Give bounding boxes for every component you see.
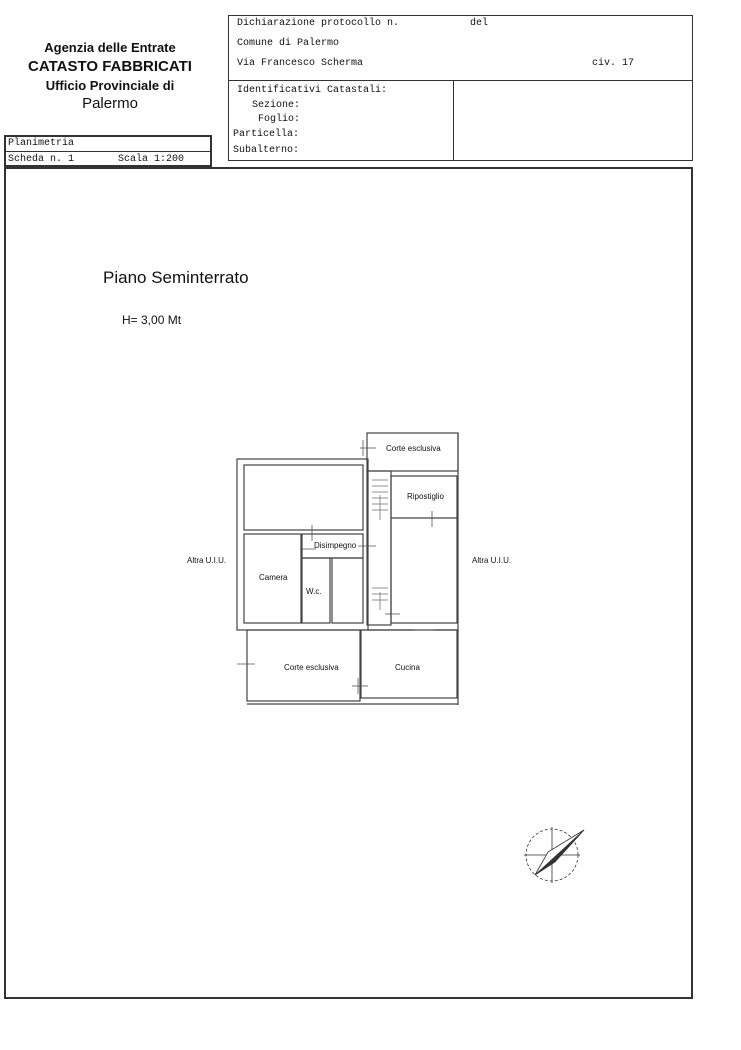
adjacent-unit-label: Altra U.I.U. bbox=[187, 556, 227, 565]
room-label: Corte esclusiva bbox=[386, 444, 441, 453]
office-city: Palermo bbox=[82, 95, 138, 112]
protocol-label: Dichiarazione protocollo n. bbox=[237, 18, 400, 29]
floor-height: H= 3,00 Mt bbox=[122, 313, 182, 327]
room-label: Disimpegno bbox=[314, 541, 357, 550]
identificativi-label: Identificativi Catastali: bbox=[237, 85, 388, 96]
address: Via Francesco Scherma bbox=[237, 58, 364, 69]
office-label: Ufficio Provinciale di bbox=[45, 78, 175, 93]
subalterno-label: Subalterno: bbox=[233, 145, 300, 156]
catasto-title: CATASTO FABBRICATI bbox=[28, 58, 192, 75]
room-label: Cucina bbox=[395, 663, 420, 672]
sheet-type: Planimetria bbox=[8, 138, 75, 149]
room-label: Camera bbox=[259, 573, 288, 582]
civic-number: civ. 17 bbox=[592, 58, 635, 69]
room-label: W.c. bbox=[306, 587, 322, 596]
adjacent-unit-label: Altra U.I.U. bbox=[472, 556, 512, 565]
comune: Comune di Palermo bbox=[237, 38, 340, 49]
foglio-label: Foglio: bbox=[258, 114, 301, 125]
room-label: Corte esclusiva bbox=[284, 663, 339, 672]
room-label: Ripostiglio bbox=[407, 492, 444, 501]
agency-name: Agenzia delle Entrate bbox=[44, 40, 176, 55]
sezione-label: Sezione: bbox=[252, 100, 301, 111]
floor-title: Piano Seminterrato bbox=[103, 268, 249, 287]
del-label: del bbox=[470, 18, 489, 29]
sheet-number: Scheda n. 1 bbox=[8, 154, 75, 165]
sheet-scale: Scala 1:200 bbox=[118, 154, 185, 165]
compass-rose-icon bbox=[524, 827, 584, 883]
particella-label: Particella: bbox=[233, 129, 300, 140]
